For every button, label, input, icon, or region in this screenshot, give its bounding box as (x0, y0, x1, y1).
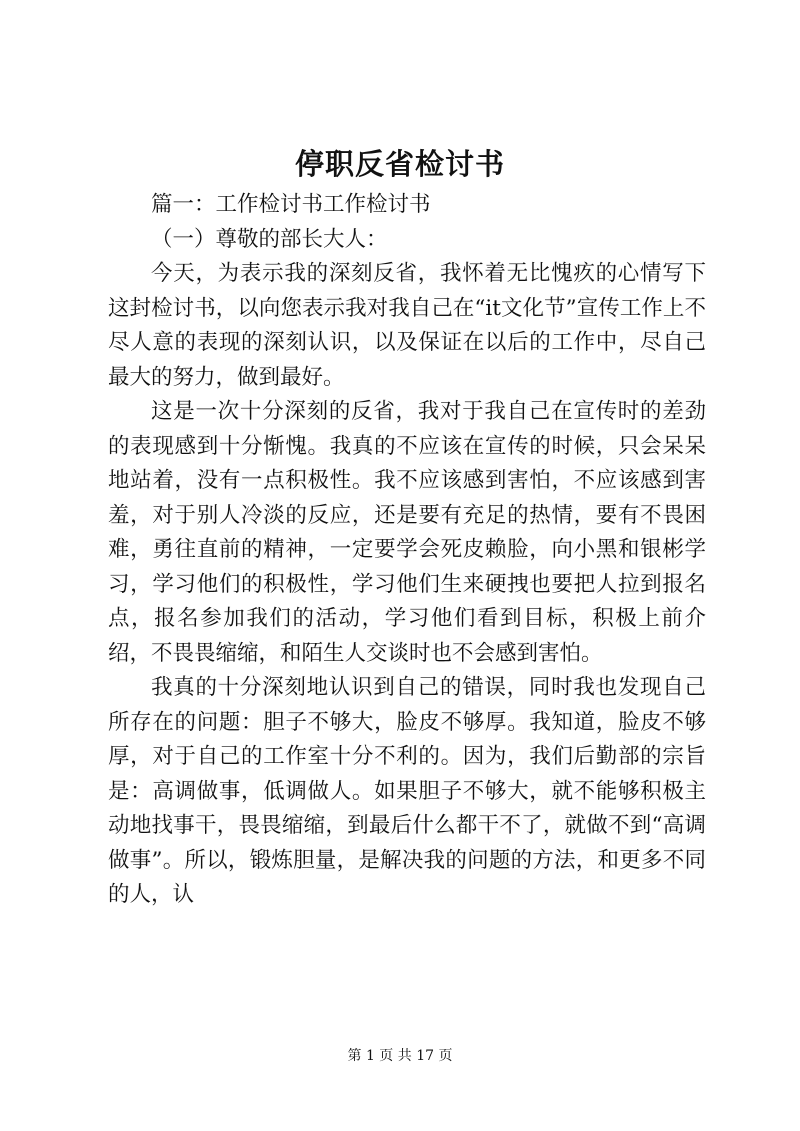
document-body (108, 188, 706, 913)
body-paragraph: 今天，为表示我的深刻反省，我怀着无比愧疚的心情写下这封检讨书，以向您表示我对我自己在“it文化节”宣传工作上不尽人意的表现的深刻认识，以及保证在以后的工作中，尽自己最大的努力，做到最好。 (108, 261, 706, 390)
document-title: 停职反省检讨书 (294, 147, 505, 181)
body-paragraph: 我真的十分深刻地认识到自己的错误，同时我也发现自己所存在的问题：胆子不够大，脸皮不够厚。我知道，脸皮不够厚，对于自己的工作室十分不利的。因为，我们后勤部的宗旨是：高调做事，低调做人。如果胆子不够大，就不能够积极主动地找事干，畏畏缩缩，到最后什么都干不了，就做不到“高调做事”。所以，锻炼胆量，是解决我的问题的方法，和更多不同的人，认 (108, 675, 706, 907)
salutation: （一）尊敬的部长大人： (151, 226, 388, 252)
section-heading: 篇一：工作检讨书工作检讨书 (151, 192, 431, 217)
page-footer: 第 1 页 共 17 页 (347, 1048, 453, 1064)
body-paragraph: 这是一次十分深刻的反省，我对于我自己在宣传时的差劲的表现感到十分惭愧。我真的不应该在宣传的时候，只会呆呆地站着，没有一点积极性。我不应该感到害怕，不应该感到害羞，对于别人冷淡的反应，还是要有充足的热情，要有不畏困难，勇往直前的精神，一定要学会死皮赖脸，向小黑和银彬学习，学习他们的积极性，学习他们生来硬拽也要把人拉到报名点，报名参加我们的活动，学习他们看到目标，积极上前介绍，不畏畏缩缩，和陌生人交谈时也不会感到害怕。 (108, 399, 706, 666)
